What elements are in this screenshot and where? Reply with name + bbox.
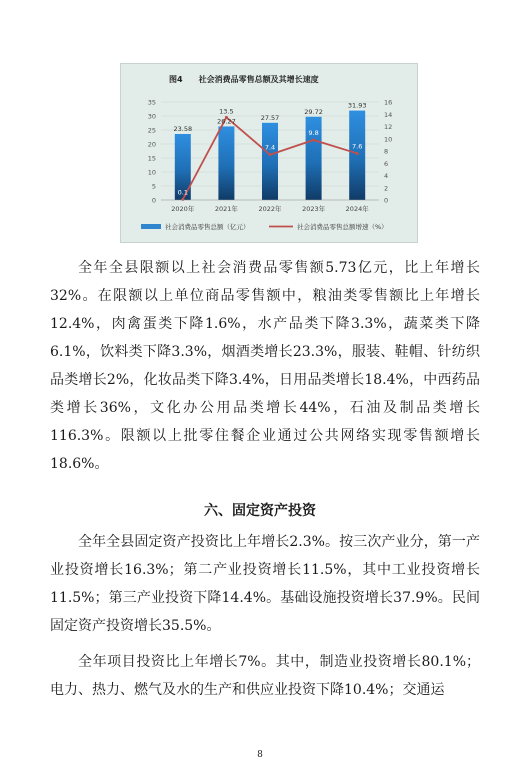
bar <box>218 126 234 200</box>
bar-value-label: 27.57 <box>260 113 280 122</box>
left-tick-label: 10 <box>147 168 156 177</box>
paragraph-project-investment: 全年项目投资比上年增长7%。其中，制造业投资增长80.1%；电力、热力、燃气及水的生产和供应业投资下降10.4%；交通运 <box>50 654 480 698</box>
page-number: 8 <box>257 750 263 760</box>
chart-title: 图4 社会消费品零售总额及其增长速度 <box>169 75 319 84</box>
paragraph-fixed-asset-investment: 全年全县固定资产投资比上年增长2.3%。按三次产业分，第一产业投资增长16.3%；第二产业投资增长11.5%，其中工业投资增长11.5%；第三产业投资下降14.4%。基础设施投资增长37.9%。民间固定资产投资增长35.5%。 <box>50 534 480 634</box>
left-tick-label: 0 <box>151 196 156 205</box>
chart-svg <box>121 64 417 242</box>
left-tick-label: 15 <box>147 154 156 163</box>
right-axis <box>384 99 392 205</box>
line-point <box>269 153 272 156</box>
bar-value-label: 26.27 <box>217 117 236 126</box>
right-tick-label: 6 <box>384 159 389 168</box>
legend-bar-label: 社会消费品零售总额（亿元） <box>165 223 250 231</box>
left-tick-label: 5 <box>151 182 156 191</box>
x-axis <box>161 200 379 213</box>
line-value-label: 13.5 <box>219 107 234 116</box>
section-heading: 六、固定资产投资 <box>204 503 316 519</box>
bar-value-label: 23.58 <box>173 124 193 133</box>
left-tick-label: 35 <box>147 98 156 107</box>
x-tick-label: 2021年 <box>214 205 238 213</box>
bar <box>349 111 365 200</box>
left-tick-label: 25 <box>147 126 156 135</box>
line-value-label: 9.8 <box>308 128 319 137</box>
chart-figure <box>120 63 418 243</box>
right-tick-label: 16 <box>384 98 393 107</box>
line-point <box>356 152 359 155</box>
right-tick-label: 10 <box>384 135 393 144</box>
left-tick-label: 30 <box>147 112 156 121</box>
chart-legend <box>141 222 388 231</box>
right-tick-label: 14 <box>384 110 393 119</box>
left-tick-label: 20 <box>147 140 156 149</box>
line-point <box>312 138 315 141</box>
x-tick-label: 2023年 <box>302 205 326 213</box>
right-tick-label: 4 <box>384 172 389 180</box>
right-tick-label: 0 <box>384 196 389 205</box>
line-point <box>181 198 184 201</box>
bar <box>262 123 278 200</box>
bar-value-label: 29.72 <box>304 107 323 116</box>
x-tick-label: 2020年 <box>171 205 195 213</box>
line-value-label: 7.4 <box>264 143 276 152</box>
line-value-label: 0.1 <box>177 188 188 197</box>
right-tick-label: 8 <box>384 147 389 156</box>
right-tick-label: 2 <box>384 184 389 193</box>
right-tick-label: 12 <box>384 123 393 131</box>
paragraph-retail-sales: 全年全县限额以上社会消费品零售额5.73亿元，比上年增长32%。在限额以上单位商品零售额中，粮油类零售额比上年增长12.4%，肉禽蛋类下降1.6%，水产品类下降3.3%，蔬菜类下降6.1%，饮料类下降3.3%，烟酒类增长23.3%，服装、鞋帽、针纺织品类增长2%，化妆品类下降3.4%，日用品类增长18.4%，中西药品类增长36%，文化办公用品类增长44%，石油及制品类增长116.3%。限额以上批零住餐企业通过公共网络实现零售额增长18.6%。 <box>50 260 480 472</box>
line-value-label: 7.6 <box>352 142 363 151</box>
left-axis <box>148 99 156 205</box>
x-tick-label: 2024年 <box>345 205 369 213</box>
bar-value-label: 31.93 <box>347 101 367 110</box>
legend-bar-swatch <box>141 224 161 229</box>
legend-line-label: 社会消费品零售总额增速（%） <box>297 223 388 231</box>
x-tick-label: 2022年 <box>258 205 282 213</box>
